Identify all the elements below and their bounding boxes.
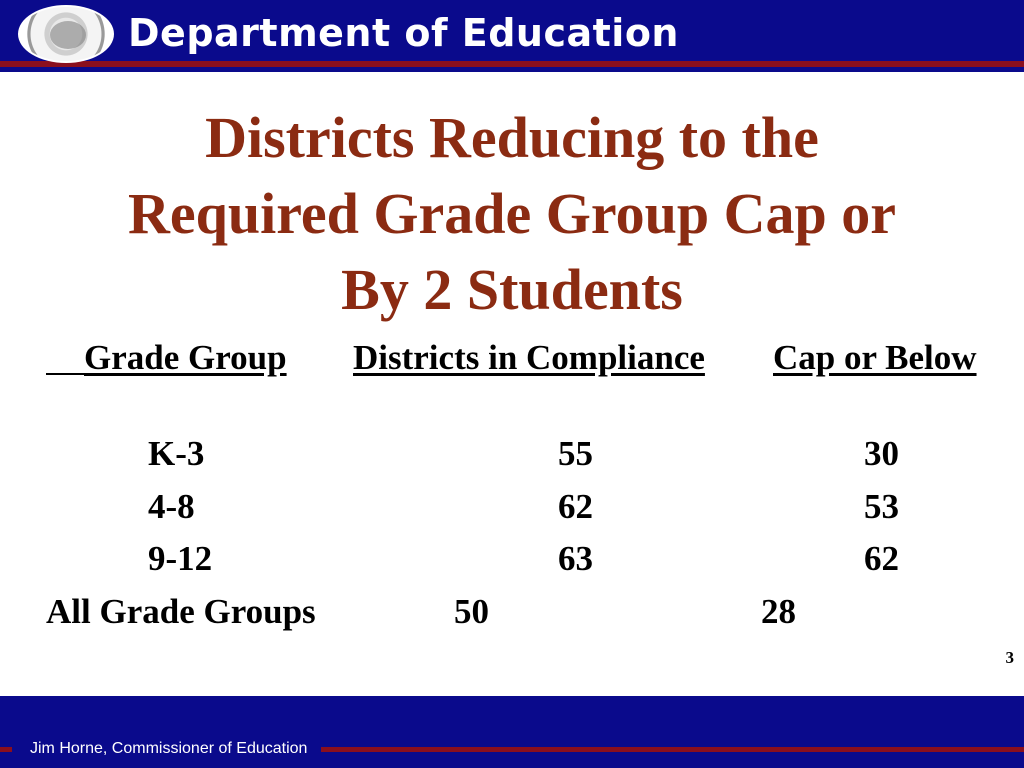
header-divider-line [0, 61, 1024, 67]
title-line: Required Grade Group Cap or [127, 181, 897, 246]
table-cell-compliance: 62 [558, 487, 593, 526]
table-cell-compliance: 55 [558, 434, 593, 473]
table-cell-cap-or-below: 28 [761, 592, 796, 631]
table-cell-grade-group: All Grade Groups [46, 592, 316, 631]
state-seal-logo [18, 5, 114, 63]
title-line: By 2 Students [341, 257, 683, 322]
column-header-districts-in-compliance: Districts in Compliance [353, 338, 705, 377]
table-cell-grade-group: K-3 [148, 434, 205, 473]
table-cell-compliance: 63 [558, 539, 593, 578]
table-cell-cap-or-below: 53 [864, 487, 899, 526]
page-number: 3 [1005, 648, 1014, 667]
slide-title [60, 100, 964, 328]
department-title: Department of Education [128, 11, 679, 55]
table-cell-grade-group: 9-12 [148, 539, 213, 578]
table-cell-cap-or-below: 30 [864, 434, 899, 473]
title-line: Districts Reducing to the [205, 105, 819, 170]
header-underline-extension [46, 373, 84, 375]
seal-emblem-icon [50, 21, 86, 49]
table-cell-compliance: 50 [454, 592, 489, 631]
table-cell-grade-group: 4-8 [148, 487, 195, 526]
footer-commissioner-text: Jim Horne, Commissioner of Education [12, 739, 321, 759]
table-cell-cap-or-below: 62 [864, 539, 899, 578]
column-header-cap-or-below: Cap or Below [773, 338, 977, 377]
column-header-grade-group: Grade Group [84, 338, 287, 377]
